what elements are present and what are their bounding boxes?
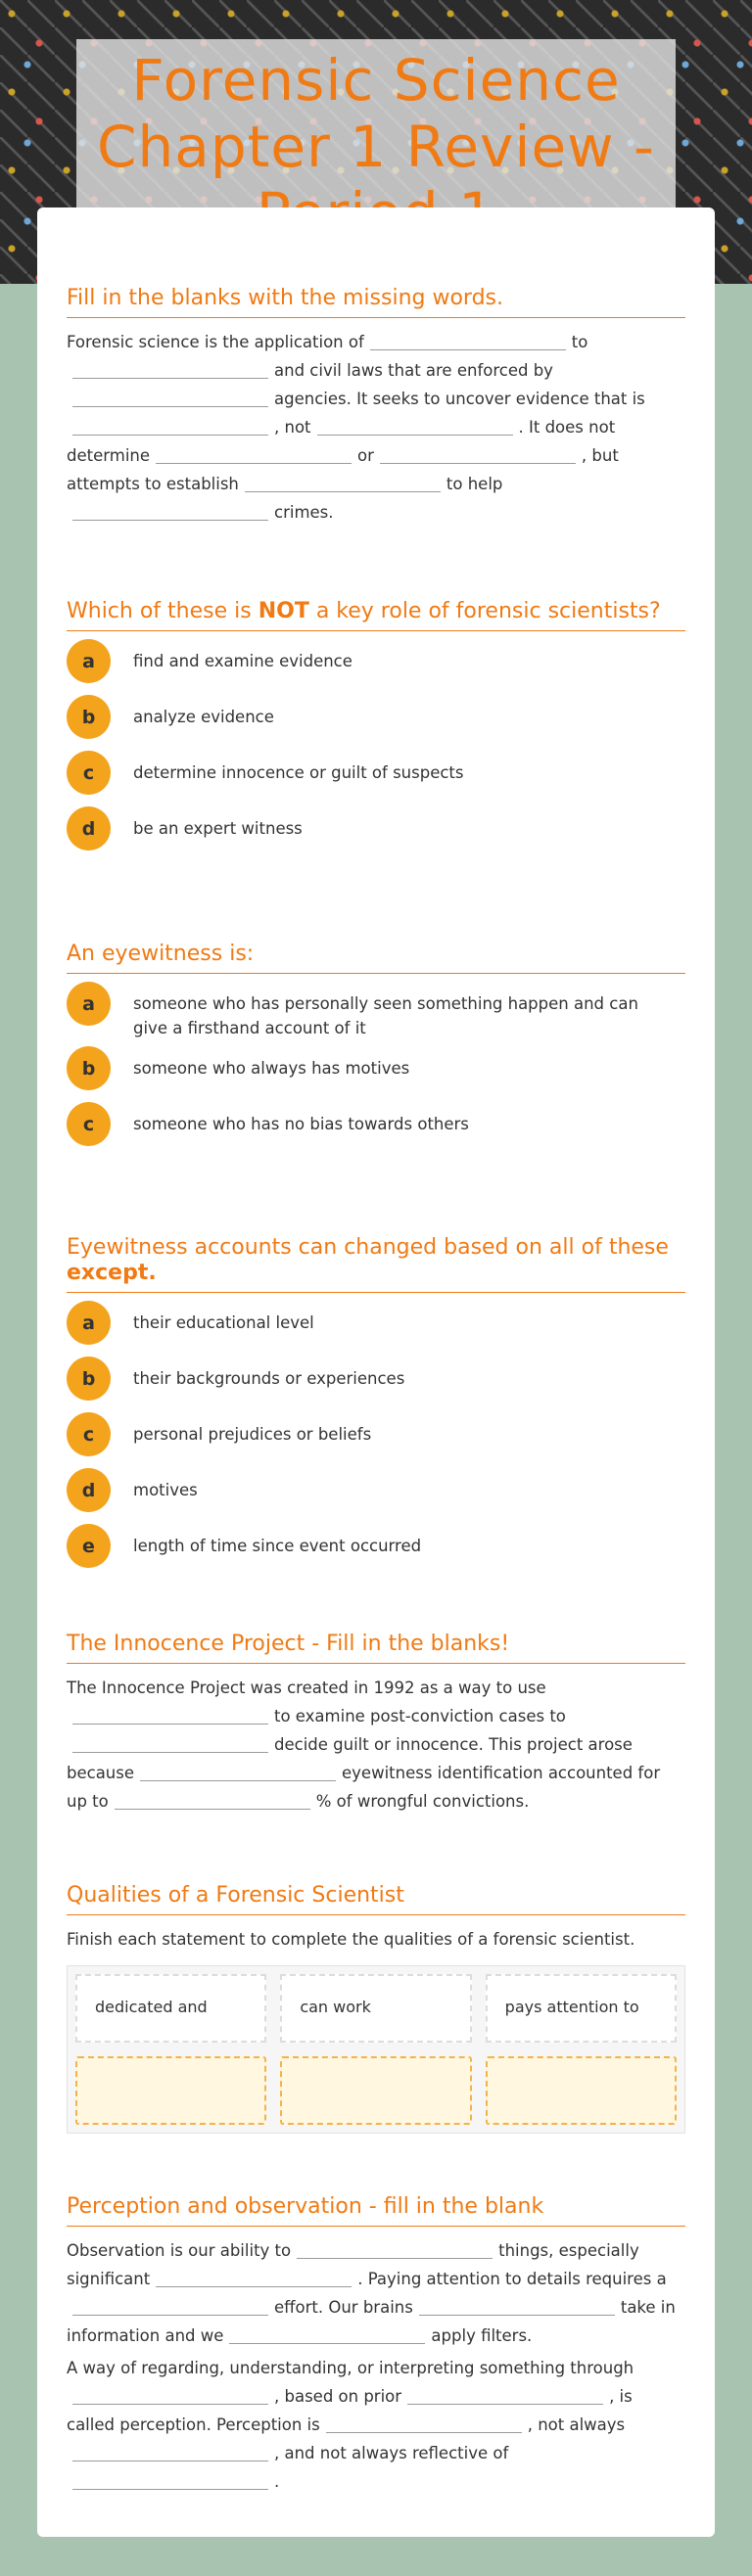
- question-accounts: [67, 1235, 685, 1574]
- option-text: someone who has personally seen something happen and can give a firsthand account of it: [133, 994, 638, 1037]
- text: eyewitness identification accounted for: [342, 1764, 661, 1782]
- section-heading: The Innocence Project - Fill in the blanks!: [67, 1632, 685, 1664]
- answer-option[interactable]: [67, 982, 685, 1040]
- text: called perception. Perception is: [67, 2415, 320, 2434]
- text: because: [67, 1764, 135, 1782]
- heading-emphasis: NOT: [258, 599, 309, 623]
- option-letter: b: [67, 1046, 111, 1090]
- text: to examine post-conviction cases to: [274, 1707, 566, 1725]
- option-text: someone who always has motives: [133, 1059, 410, 1078]
- blank-input[interactable]: [72, 2468, 268, 2490]
- heading-emphasis: except.: [67, 1261, 157, 1285]
- text: apply filters.: [431, 2326, 533, 2345]
- text: things, especially: [498, 2241, 639, 2260]
- option-text: their educational level: [133, 1313, 314, 1332]
- page-title: Forensic Science Chapter 1 Review -: [97, 47, 655, 180]
- heading-text: a key role of forensic scientists?: [308, 599, 661, 623]
- blank-input[interactable]: [72, 2294, 268, 2316]
- text: , not: [274, 418, 311, 437]
- perception-section: [67, 2194, 685, 2496]
- text: take in: [620, 2298, 676, 2317]
- innocence-paragraph: [67, 1674, 685, 1816]
- drop-zone[interactable]: [486, 2056, 677, 2125]
- text: .: [274, 2472, 280, 2491]
- blank-input[interactable]: [156, 442, 352, 464]
- blank-input[interactable]: [72, 2383, 268, 2405]
- text: , not always: [527, 2415, 626, 2434]
- answer-option[interactable]: [67, 806, 685, 856]
- answer-option[interactable]: [67, 1301, 685, 1351]
- blank-input[interactable]: [407, 2383, 603, 2405]
- qualities-section: [67, 1883, 685, 2134]
- text: crimes.: [274, 503, 334, 522]
- blank-input[interactable]: [380, 442, 576, 464]
- option-letter: a: [67, 639, 111, 683]
- answer-option[interactable]: [67, 1412, 685, 1462]
- text: information and we: [67, 2326, 224, 2345]
- perception-paragraph-2: [67, 2354, 685, 2496]
- blank-input[interactable]: [419, 2294, 615, 2316]
- blank-input[interactable]: [245, 471, 441, 492]
- text: determine: [67, 446, 151, 465]
- qualities-instruction: Finish each statement to complete the qualities of a forensic scientist.: [67, 1930, 635, 1949]
- blank-input[interactable]: [317, 414, 513, 436]
- text: agencies. It seeks to uncover evidence that is: [274, 390, 645, 408]
- section-heading: Perception and observation - fill in the blank: [67, 2194, 685, 2227]
- option-letter: a: [67, 1301, 111, 1345]
- section-heading: [67, 1235, 685, 1293]
- option-letter: e: [67, 1524, 111, 1568]
- option-letter: d: [67, 806, 111, 851]
- answer-option[interactable]: [67, 1046, 685, 1096]
- answer-option[interactable]: [67, 639, 685, 689]
- blank-input[interactable]: [72, 1703, 268, 1725]
- innocence-section: [67, 1632, 685, 1816]
- blank-input[interactable]: [115, 1788, 310, 1810]
- blank-input[interactable]: [72, 2440, 268, 2461]
- text: % of wrongful convictions.: [315, 1792, 530, 1811]
- blank-input[interactable]: [72, 1731, 268, 1753]
- section-heading: Qualities of a Forensic Scientist: [67, 1883, 685, 1915]
- drop-zone[interactable]: [75, 2056, 266, 2125]
- option-text: length of time since event occurred: [133, 1537, 422, 1555]
- text: . It does not: [518, 418, 616, 437]
- option-letter: c: [67, 1102, 111, 1146]
- fill-blanks-paragraph: [67, 328, 685, 527]
- section-heading: An eyewitness is:: [67, 942, 685, 974]
- question-not-role: [67, 599, 685, 856]
- text: and civil laws that are enforced by: [274, 361, 553, 380]
- fill-blanks-section: [67, 286, 685, 527]
- answer-option[interactable]: [67, 1102, 685, 1152]
- text: , based on prior: [274, 2387, 402, 2406]
- text: up to: [67, 1792, 109, 1811]
- section-heading: Fill in the blanks with the missing words.: [67, 286, 685, 318]
- blank-input[interactable]: [72, 386, 268, 407]
- text: attempts to establish: [67, 475, 239, 493]
- option-letter: c: [67, 751, 111, 795]
- worksheet-card: [37, 207, 715, 2537]
- option-text: be an expert witness: [133, 819, 303, 838]
- blank-input[interactable]: [326, 2412, 522, 2433]
- blank-input[interactable]: [297, 2237, 493, 2259]
- text: significant: [67, 2270, 151, 2288]
- drag-drop-grid: [67, 1965, 685, 2134]
- option-text: determine innocence or guilt of suspects: [133, 763, 464, 782]
- option-text: motives: [133, 1481, 198, 1499]
- blank-input[interactable]: [370, 329, 566, 350]
- heading-text: Eyewitness accounts can changed based on all of these: [67, 1235, 669, 1260]
- blank-input[interactable]: [156, 2266, 352, 2287]
- option-letter: b: [67, 695, 111, 739]
- option-text: someone who has no bias towards others: [133, 1115, 469, 1133]
- option-letter: c: [67, 1412, 111, 1456]
- heading-text: Which of these is: [67, 599, 258, 623]
- text: effort. Our brains: [274, 2298, 413, 2317]
- section-heading: [67, 599, 685, 631]
- answer-option[interactable]: [67, 1468, 685, 1518]
- option-text: find and examine evidence: [133, 652, 352, 670]
- question-eyewitness: [67, 942, 685, 1152]
- option-text: analyze evidence: [133, 708, 274, 726]
- text: or: [357, 446, 374, 465]
- drop-zone[interactable]: [280, 2056, 471, 2125]
- answer-option[interactable]: [67, 751, 685, 801]
- blank-input[interactable]: [229, 2323, 425, 2344]
- option-text: personal prejudices or beliefs: [133, 1425, 372, 1444]
- blank-input[interactable]: [72, 499, 268, 521]
- option-letter: a: [67, 982, 111, 1026]
- blank-input[interactable]: [72, 414, 268, 436]
- option-letter: d: [67, 1468, 111, 1512]
- title-banner: [76, 39, 676, 235]
- statement-label: pays attention to: [486, 1974, 677, 2043]
- text: , but: [581, 446, 619, 465]
- text: , and not always reflective of: [274, 2444, 509, 2462]
- perception-paragraph-1: [67, 2236, 685, 2350]
- text: Observation is our ability to: [67, 2241, 292, 2260]
- text: to help: [446, 475, 503, 493]
- option-text: their backgrounds or experiences: [133, 1369, 405, 1388]
- text: Forensic science is the application of: [67, 333, 364, 351]
- text: . Paying attention to details requires a: [357, 2270, 667, 2288]
- statement-label: can work: [280, 1974, 471, 2043]
- text: decide guilt or innocence. This project arose: [274, 1735, 633, 1754]
- option-letter: b: [67, 1357, 111, 1401]
- text: , is: [609, 2387, 633, 2406]
- text: A way of regarding, understanding, or interpreting something through: [67, 2359, 634, 2377]
- answer-option[interactable]: [67, 1524, 685, 1574]
- statement-label: dedicated and: [75, 1974, 266, 2043]
- blank-input[interactable]: [140, 1760, 336, 1781]
- answer-option[interactable]: [67, 1357, 685, 1406]
- text: to: [571, 333, 588, 351]
- text: The Innocence Project was created in 1992 as a way to use: [67, 1679, 546, 1697]
- blank-input[interactable]: [72, 357, 268, 379]
- answer-option[interactable]: [67, 695, 685, 745]
